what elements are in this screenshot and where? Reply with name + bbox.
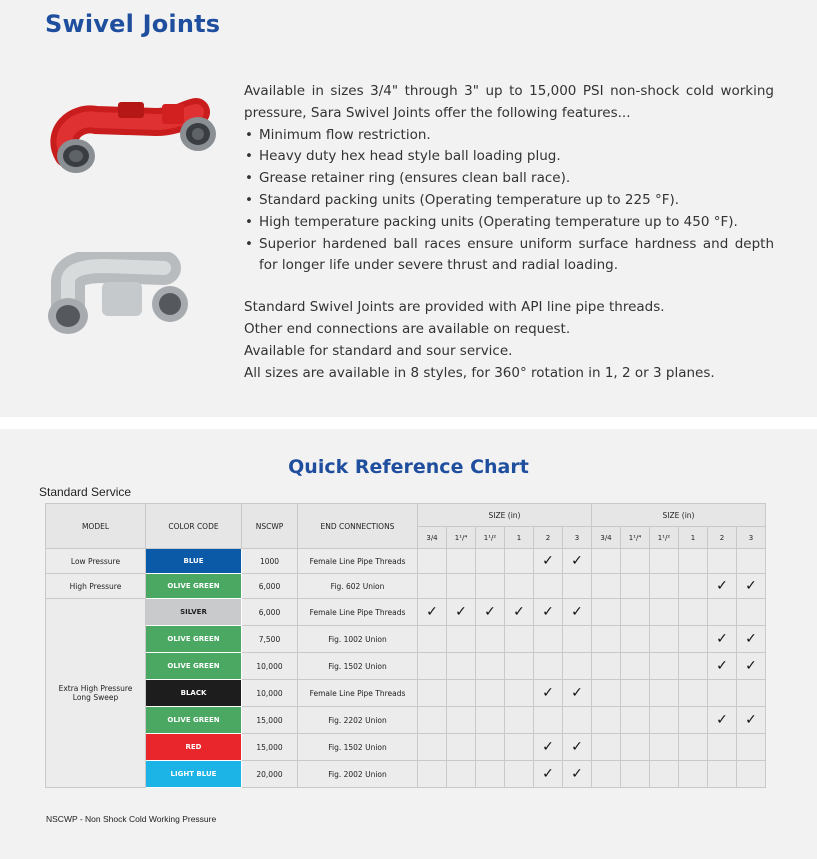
empty-size-cell bbox=[418, 761, 447, 788]
color-code-cell: RED bbox=[146, 734, 242, 761]
empty-size-cell bbox=[418, 653, 447, 680]
empty-size-cell bbox=[679, 549, 708, 574]
empty-size-cell bbox=[418, 626, 447, 653]
empty-size-cell bbox=[621, 549, 650, 574]
empty-size-cell bbox=[592, 653, 621, 680]
end-connection-cell: Fig. 1502 Union bbox=[298, 653, 418, 680]
size-header: 1 bbox=[679, 527, 708, 549]
size-header: 2 bbox=[708, 527, 737, 549]
silver-swivel-joint-image bbox=[44, 252, 194, 340]
empty-size-cell bbox=[505, 680, 534, 707]
empty-size-cell bbox=[476, 574, 505, 599]
empty-size-cell bbox=[447, 626, 476, 653]
empty-size-cell bbox=[679, 599, 708, 626]
empty-size-cell bbox=[592, 549, 621, 574]
chart-title: Quick Reference Chart bbox=[288, 456, 529, 478]
color-code-cell: OLIVE GREEN bbox=[146, 626, 242, 653]
empty-size-cell bbox=[418, 707, 447, 734]
empty-size-cell bbox=[621, 653, 650, 680]
size-header: 3 bbox=[737, 527, 766, 549]
nscwp-cell: 7,500 bbox=[242, 626, 298, 653]
check-mark-cell: ✓ bbox=[534, 549, 563, 574]
check-mark-cell: ✓ bbox=[563, 549, 592, 574]
check-mark-cell: ✓ bbox=[563, 734, 592, 761]
size-header: 3 bbox=[563, 527, 592, 549]
header-size-group-1: SIZE (in) bbox=[418, 504, 592, 527]
end-connection-cell: Fig. 602 Union bbox=[298, 574, 418, 599]
empty-size-cell bbox=[592, 626, 621, 653]
check-mark-cell: ✓ bbox=[708, 707, 737, 734]
empty-size-cell bbox=[563, 653, 592, 680]
check-mark-cell: ✓ bbox=[737, 707, 766, 734]
section-divider bbox=[0, 417, 817, 429]
header-model: MODEL bbox=[46, 504, 146, 549]
empty-size-cell bbox=[418, 680, 447, 707]
empty-size-cell bbox=[447, 680, 476, 707]
color-code-cell: OLIVE GREEN bbox=[146, 707, 242, 734]
feature-item: • Minimum flow restriction. bbox=[244, 125, 774, 147]
color-code-cell: LIGHT BLUE bbox=[146, 761, 242, 788]
table-row bbox=[46, 599, 766, 626]
empty-size-cell bbox=[418, 574, 447, 599]
empty-size-cell bbox=[708, 680, 737, 707]
empty-size-cell bbox=[621, 680, 650, 707]
header-color-code: COLOR CODE bbox=[146, 504, 242, 549]
model-cell: Extra High Pressure Long Sweep bbox=[46, 599, 146, 788]
end-connection-cell: Female Line Pipe Threads bbox=[298, 599, 418, 626]
empty-size-cell bbox=[650, 707, 679, 734]
footnote: NSCWP - Non Shock Cold Working Pressure bbox=[46, 814, 217, 824]
note-line: Available for standard and sour service. bbox=[244, 342, 513, 359]
empty-size-cell bbox=[708, 761, 737, 788]
check-mark-cell: ✓ bbox=[563, 680, 592, 707]
empty-size-cell bbox=[621, 574, 650, 599]
nscwp-cell: 20,000 bbox=[242, 761, 298, 788]
empty-size-cell bbox=[708, 734, 737, 761]
empty-size-cell bbox=[592, 707, 621, 734]
note-line: Other end connections are available on request. bbox=[244, 320, 571, 337]
empty-size-cell bbox=[418, 549, 447, 574]
empty-size-cell bbox=[650, 574, 679, 599]
empty-size-cell bbox=[621, 707, 650, 734]
feature-list bbox=[244, 125, 774, 278]
empty-size-cell bbox=[679, 707, 708, 734]
end-connection-cell: Fig. 1002 Union bbox=[298, 626, 418, 653]
color-code-cell: OLIVE GREEN bbox=[146, 574, 242, 599]
empty-size-cell bbox=[679, 653, 708, 680]
empty-size-cell bbox=[505, 626, 534, 653]
empty-size-cell bbox=[592, 734, 621, 761]
empty-size-cell bbox=[708, 549, 737, 574]
empty-size-cell bbox=[679, 680, 708, 707]
nscwp-cell: 15,000 bbox=[242, 734, 298, 761]
color-code-cell: BLUE bbox=[146, 549, 242, 574]
empty-size-cell bbox=[592, 761, 621, 788]
nscwp-cell: 10,000 bbox=[242, 653, 298, 680]
empty-size-cell bbox=[505, 574, 534, 599]
quick-reference-table bbox=[45, 503, 766, 788]
feature-item: • Heavy duty hex head style ball loading plug. bbox=[244, 146, 774, 168]
model-cell: Low Pressure bbox=[46, 549, 146, 574]
check-mark-cell: ✓ bbox=[534, 761, 563, 788]
size-header: 1 bbox=[505, 527, 534, 549]
check-mark-cell: ✓ bbox=[737, 626, 766, 653]
header-nscwp: NSCWP bbox=[242, 504, 298, 549]
empty-size-cell bbox=[476, 734, 505, 761]
check-mark-cell: ✓ bbox=[447, 599, 476, 626]
empty-size-cell bbox=[621, 734, 650, 761]
empty-size-cell bbox=[447, 574, 476, 599]
end-connection-cell: Fig. 1502 Union bbox=[298, 734, 418, 761]
empty-size-cell bbox=[534, 653, 563, 680]
empty-size-cell bbox=[447, 761, 476, 788]
empty-size-cell bbox=[476, 549, 505, 574]
empty-size-cell bbox=[650, 761, 679, 788]
empty-size-cell bbox=[650, 626, 679, 653]
note-line: All sizes are available in 8 styles, for 360° rotation in 1, 2 or 3 planes. bbox=[244, 364, 715, 381]
empty-size-cell bbox=[476, 680, 505, 707]
nscwp-cell: 15,000 bbox=[242, 707, 298, 734]
check-mark-cell: ✓ bbox=[737, 653, 766, 680]
page-title: Swivel Joints bbox=[45, 10, 221, 38]
table-row bbox=[46, 680, 766, 707]
color-code-cell: BLACK bbox=[146, 680, 242, 707]
size-header: 1¹/⁴ bbox=[447, 527, 476, 549]
header-end-connections: END CONNECTIONS bbox=[298, 504, 418, 549]
empty-size-cell bbox=[737, 761, 766, 788]
intro-text bbox=[244, 81, 774, 384]
feature-item: • High temperature packing units (Operating temperature up to 450 °F). bbox=[244, 212, 774, 234]
size-header: 1¹/² bbox=[650, 527, 679, 549]
empty-size-cell bbox=[505, 707, 534, 734]
feature-item: • Grease retainer ring (ensures clean ball race). bbox=[244, 168, 774, 190]
red-swivel-joint-image bbox=[46, 94, 222, 178]
empty-size-cell bbox=[679, 761, 708, 788]
end-connection-cell: Fig. 2202 Union bbox=[298, 707, 418, 734]
check-mark-cell: ✓ bbox=[708, 653, 737, 680]
empty-size-cell bbox=[621, 626, 650, 653]
size-header: 1¹/⁴ bbox=[621, 527, 650, 549]
empty-size-cell bbox=[592, 680, 621, 707]
check-mark-cell: ✓ bbox=[563, 761, 592, 788]
empty-size-cell bbox=[534, 574, 563, 599]
check-mark-cell: ✓ bbox=[534, 734, 563, 761]
empty-size-cell bbox=[708, 599, 737, 626]
empty-size-cell bbox=[737, 734, 766, 761]
empty-size-cell bbox=[737, 599, 766, 626]
nscwp-cell: 1000 bbox=[242, 549, 298, 574]
empty-size-cell bbox=[534, 707, 563, 734]
table-row bbox=[46, 574, 766, 599]
intro-paragraph: Available in sizes 3/4" through 3" up to 15,000 PSI non-shock cold working pressure, Sara Swivel Joints offer the following features... bbox=[244, 83, 774, 121]
empty-size-cell bbox=[650, 653, 679, 680]
empty-size-cell bbox=[737, 680, 766, 707]
check-mark-cell: ✓ bbox=[708, 574, 737, 599]
nscwp-cell: 6,000 bbox=[242, 599, 298, 626]
empty-size-cell bbox=[505, 549, 534, 574]
empty-size-cell bbox=[650, 734, 679, 761]
check-mark-cell: ✓ bbox=[534, 680, 563, 707]
empty-size-cell bbox=[650, 680, 679, 707]
empty-size-cell bbox=[592, 599, 621, 626]
note-line: Standard Swivel Joints are provided with API line pipe threads. bbox=[244, 299, 665, 316]
empty-size-cell bbox=[505, 734, 534, 761]
table-row bbox=[46, 653, 766, 680]
empty-size-cell bbox=[737, 549, 766, 574]
empty-size-cell bbox=[447, 707, 476, 734]
empty-size-cell bbox=[534, 626, 563, 653]
empty-size-cell bbox=[505, 653, 534, 680]
empty-size-cell bbox=[447, 734, 476, 761]
check-mark-cell: ✓ bbox=[737, 574, 766, 599]
size-header: 3/4 bbox=[592, 527, 621, 549]
empty-size-cell bbox=[476, 653, 505, 680]
empty-size-cell bbox=[563, 626, 592, 653]
empty-size-cell bbox=[679, 574, 708, 599]
empty-size-cell bbox=[563, 707, 592, 734]
empty-size-cell bbox=[418, 734, 447, 761]
empty-size-cell bbox=[650, 599, 679, 626]
empty-size-cell bbox=[505, 761, 534, 788]
empty-size-cell bbox=[476, 626, 505, 653]
nscwp-cell: 10,000 bbox=[242, 680, 298, 707]
color-code-cell: SILVER bbox=[146, 599, 242, 626]
empty-size-cell bbox=[621, 761, 650, 788]
size-header: 2 bbox=[534, 527, 563, 549]
check-mark-cell: ✓ bbox=[476, 599, 505, 626]
empty-size-cell bbox=[650, 549, 679, 574]
empty-size-cell bbox=[563, 574, 592, 599]
empty-size-cell bbox=[476, 707, 505, 734]
empty-size-cell bbox=[447, 549, 476, 574]
table-row bbox=[46, 549, 766, 574]
table-row bbox=[46, 761, 766, 788]
empty-size-cell bbox=[476, 761, 505, 788]
service-label: Standard Service bbox=[39, 485, 132, 499]
check-mark-cell: ✓ bbox=[505, 599, 534, 626]
empty-size-cell bbox=[621, 599, 650, 626]
check-mark-cell: ✓ bbox=[708, 626, 737, 653]
table-row bbox=[46, 626, 766, 653]
check-mark-cell: ✓ bbox=[563, 599, 592, 626]
model-cell: High Pressure bbox=[46, 574, 146, 599]
header-size-group-2: SIZE (in) bbox=[592, 504, 766, 527]
empty-size-cell bbox=[592, 574, 621, 599]
end-connection-cell: Female Line Pipe Threads bbox=[298, 680, 418, 707]
table-row bbox=[46, 707, 766, 734]
color-code-cell: OLIVE GREEN bbox=[146, 653, 242, 680]
empty-size-cell bbox=[679, 626, 708, 653]
check-mark-cell: ✓ bbox=[418, 599, 447, 626]
nscwp-cell: 6,000 bbox=[242, 574, 298, 599]
end-connection-cell: Female Line Pipe Threads bbox=[298, 549, 418, 574]
check-mark-cell: ✓ bbox=[534, 599, 563, 626]
table-row bbox=[46, 734, 766, 761]
empty-size-cell bbox=[447, 653, 476, 680]
empty-size-cell bbox=[679, 734, 708, 761]
feature-item: • Superior hardened ball races ensure uniform surface hardness and depth for longer life under severe thrust and radial loading. bbox=[244, 234, 774, 278]
end-connection-cell: Fig. 2002 Union bbox=[298, 761, 418, 788]
size-header: 1¹/² bbox=[476, 527, 505, 549]
size-header: 3/4 bbox=[418, 527, 447, 549]
feature-item: • Standard packing units (Operating temperature up to 225 °F). bbox=[244, 190, 774, 212]
